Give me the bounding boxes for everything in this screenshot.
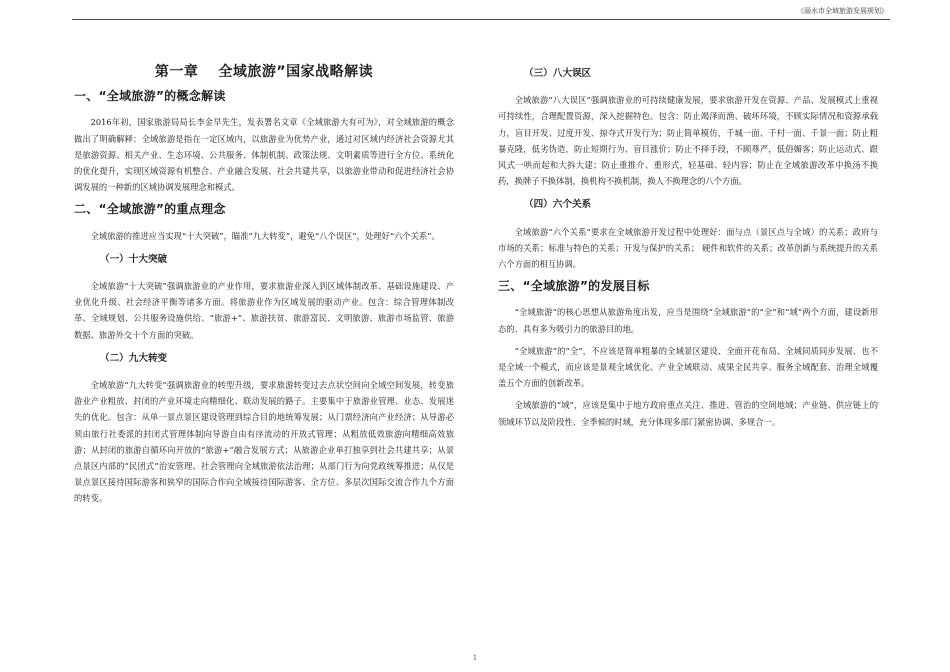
subsection-4-paragraph: 全域旅游“六个关系”要求在全域旅游开发过程中处理好：面与点（景区点与全域）的关系；政府与市场的关系；标准与特色的关系；开发与保护的关系； 硬件和软件的关系；改革创新与系统提升的关系六个方面的相互协调。 — [498, 226, 878, 270]
subsection-3-paragraph: 全域旅游“八大误区”强调旅游业的可持续健康发展，要求旅游开发在资源、产品、发展模式上重视可持续性，合理配置资源，深入挖掘特色。包含：防止竭泽而渔、破坏环境，不顾实际情况和资源承载力，盲目开发、过度开发、掠夺式开发行为；防止简单模仿，千城一面、千村一面、千景一面；防止粗暴克隆，低劣伪造，防止短期行为、盲目涨价；防止不择手段，不顾尊严，低俗媚客；防止运动式、跟风式一哄而起和大拆大建；防止重推介、重形式，轻基础、轻内容；防止在全域旅游改革中换汤不换药，换牌子不换体制，换机构不换机制，换人不换理念的八个方面。 — [498, 95, 878, 187]
left-column — [74, 58, 454, 513]
page-number: 1 — [472, 654, 478, 662]
subsection-3-heading: （三）八大误区 — [524, 68, 592, 79]
section-3-paragraph-3: 全域旅游的“域”，应该是集中于地方政府重点关注、推进、管治的空间地域；产业链、供应链上的领域环节以及阶段性、全季候的时域，充分体现多部门紧密协调、多规合一。 — [498, 400, 878, 427]
right-column — [498, 58, 878, 436]
document-header-title: 《丽水市全域旅游发展规划》 — [797, 7, 888, 15]
subsection-1-paragraph: 全域旅游“十大突破”强调旅游业的产业作用，要求旅游业深入到区域体制改革、基础设施建设、产业优化升级、社会经济平衡等诸多方面。将旅游业作为区域发展的驱动产业。包含：综合管理体制改革、全域规划、公共服务设施供给、“旅游+”、旅游扶贫、旅游富民、文明旅游、旅游市场监管、旅游数据、旅游外交十个方面的突破。 — [74, 281, 454, 340]
chapter-heading: 全域旅游”国家战略解读 — [218, 64, 374, 80]
subsection-2-heading: （二）九大转变 — [100, 352, 168, 364]
header-divider — [72, 19, 890, 20]
section-2-heading: 二、“全域旅游”的重点理念 — [74, 202, 226, 217]
section-1-heading: 一、“全域旅游”的概念解读 — [74, 89, 226, 104]
section-3-heading: 三、“全域旅游”的发展目标 — [498, 279, 650, 294]
chapter-number: 第一章 — [154, 64, 199, 80]
section-3-paragraph-1: “全域旅游”的核心思想从旅游角度出发，应当是围绕“全域旅游”的“全”和“域”两个方面，建设新形态的、具有多为吸引力的旅游目的地。 — [498, 307, 878, 334]
subsection-2-paragraph: 全域旅游“九大转变”强调旅游业的转型升级，要求旅游转变过去点状空间向全域空间发展，转变旅游业产业粗放、封闭的产业环境走向精细化、联动发展的路子。主要集中于旅游业管理、业态、发展迷失的优化。包含：从单一景点景区建设管理到综合目的地统筹发展；从门票经济向产业经济；从导游必须由旅行社委派的封闭式管理体制向导游自由有序流动的开放式管理；从粗放低效旅游向精细高效旅游；从封闭的旅游自循环向开放的“旅游+”融合发展方式；从旅游企业单打独享到社会共建共享；从景点景区内部的“民团式”治安管理、社会管理向全域旅游依法治理；从部门行为向党政统筹推进；从仅是景点景区接待国际游客和狭窄的国际合作向全域接待国际游客、全方位、多层次国际交流合作九个方面的转变。 — [74, 380, 454, 504]
subsection-1-heading: （一）十大突破 — [100, 253, 168, 265]
chapter-title — [74, 64, 454, 80]
subsection-4-heading: （四）六个关系 — [524, 199, 592, 211]
section-1-paragraph: 2016年初，国家旅游局局长李金早先生，发表署名文章《全域旅游大有可为》，对全域旅游的概念做出了明确解释：全域旅游是指在一定区域内，以旅游业为优势产业，通过对区域内经济社会资源尤其是旅游资源、相关产业、生态环境、公共服务、体制机制、政策法规、文明素质等进行全方位、系统化的优化提升，实现区域资源有机整合、产业融合发展、社会共建共享，以旅游业带动和促进经济社会协调发展的一种新的区域协调发展理念和模式。 — [74, 117, 454, 193]
section-2-paragraph: 全域旅游的推进应当实现“十大突破”，瞄准“九大转变”，避免“八个误区”，处理好“六个关系”。 — [90, 230, 440, 241]
section-3-paragraph-2: “全域旅游”的“全”，不应该是简单粗暴的全域景区建设、全面开花布局、全域同质同步发展、也不是全域一个模式，而应该是景观全域优化、产业全域联动、成果全民共享、服务全域配套、治理全域覆盖五个方面的创新改革。 — [498, 345, 878, 389]
